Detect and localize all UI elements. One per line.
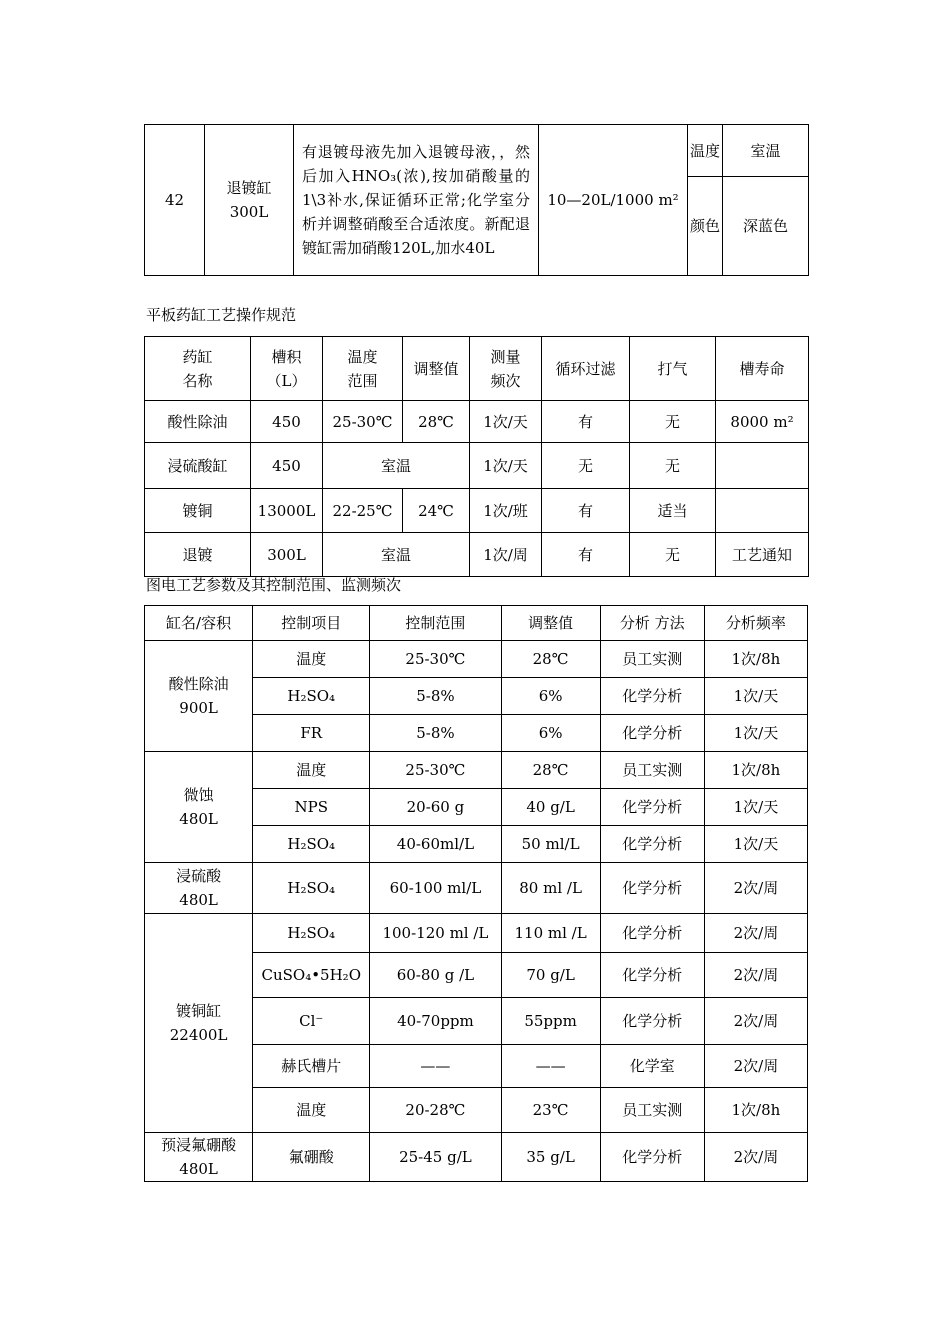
control-range: —— (370, 1045, 501, 1088)
header-cell (403, 337, 470, 401)
header-cell (542, 337, 630, 401)
header-cell-line: 调整值 (413, 359, 459, 378)
tank-name: 退镀 (145, 533, 251, 577)
tank-name: 浸硫酸缸 (145, 443, 251, 489)
color-label: 颜色 (688, 177, 723, 276)
measure-frequency: 1次/周 (470, 533, 542, 577)
plating-params-table (144, 605, 808, 1182)
header-cell: 分析频率 (704, 606, 807, 641)
control-item: 赫氏槽片 (253, 1045, 370, 1088)
tank-volume: 22400L (169, 1026, 228, 1044)
header-cell: 控制项目 (253, 606, 370, 641)
tank-name-volume (145, 914, 253, 1133)
analysis-method: 化学分析 (600, 914, 704, 953)
analysis-method: 员工实测 (600, 752, 704, 789)
header-cell-line: 槽寿命 (739, 359, 785, 378)
header-cell-line: 温度 (347, 347, 378, 366)
adjust-value: —— (501, 1045, 600, 1088)
adjust-value: 40 g/L (501, 789, 600, 826)
control-range: 100-120 ml /L (370, 914, 501, 953)
analysis-method: 化学分析 (600, 826, 704, 863)
tank-name: 酸性除油 (145, 401, 251, 443)
tank-name-volume (145, 1133, 253, 1182)
adjust-value: 55ppm (501, 998, 600, 1045)
tank-volume: 900L (179, 699, 218, 717)
tank-name-volume (145, 641, 253, 752)
header-cell (323, 337, 403, 401)
adjust-value: 23℃ (501, 1088, 600, 1133)
analysis-frequency: 1次/天 (704, 715, 807, 752)
tank-name-volume (145, 863, 253, 914)
analysis-frequency: 2次/周 (704, 998, 807, 1045)
circulation-filter: 无 (542, 443, 630, 489)
analysis-frequency: 1次/8h (704, 641, 807, 678)
temp-range: 室温 (323, 443, 470, 489)
control-item: 温度 (253, 752, 370, 789)
adjust-value: 35 g/L (501, 1133, 600, 1182)
aeration: 无 (630, 443, 716, 489)
adjust-value: 24℃ (403, 489, 470, 533)
header-cell-line: 测量 (490, 347, 521, 366)
adjust-value: 28℃ (403, 401, 470, 443)
control-item: H₂SO₄ (253, 678, 370, 715)
header-cell-line: 范围 (347, 371, 378, 390)
table-row (145, 863, 808, 914)
analysis-frequency: 2次/周 (704, 914, 807, 953)
adjust-value: 70 g/L (501, 953, 600, 998)
tank-name: 微蚀 (183, 786, 214, 804)
analysis-frequency: 2次/周 (704, 1133, 807, 1182)
measure-frequency: 1次/天 (470, 443, 542, 489)
analysis-frequency: 2次/周 (704, 953, 807, 998)
tank-life (716, 443, 809, 489)
control-range: 20-60 g (370, 789, 501, 826)
analysis-frequency: 1次/天 (704, 789, 807, 826)
header-cell (630, 337, 716, 401)
adjust-value: 28℃ (501, 752, 600, 789)
temp-range: 室温 (323, 533, 470, 577)
adjust-value: 50 ml/L (501, 826, 600, 863)
tank-volume: 480L (179, 1160, 218, 1178)
tank-name: 预浸氟硼酸 (161, 1136, 237, 1154)
header-cell (716, 337, 809, 401)
header-cell (251, 337, 323, 401)
adjust-value: 6% (501, 678, 600, 715)
tank-life: 工艺通知 (716, 533, 809, 577)
tank-name: 浸硫酸 (176, 867, 222, 885)
analysis-method: 化学分析 (600, 1133, 704, 1182)
analysis-method: 化学分析 (600, 678, 704, 715)
adjust-value: 28℃ (501, 641, 600, 678)
header-row (145, 606, 808, 641)
tank-volume: 450 (251, 401, 323, 443)
control-range: 40-60ml/L (370, 826, 501, 863)
control-item: NPS (253, 789, 370, 826)
adjust-value: 80 ml /L (501, 863, 600, 914)
table-row (145, 914, 808, 953)
analysis-method: 员工实测 (600, 641, 704, 678)
control-item: 温度 (253, 641, 370, 678)
tank-volume: 480L (179, 810, 218, 828)
control-range: 60-80 g /L (370, 953, 501, 998)
tank-42-table (144, 124, 809, 276)
circulation-filter: 有 (542, 489, 630, 533)
table-row (145, 1133, 808, 1182)
header-row (145, 337, 809, 401)
table-row (145, 443, 809, 489)
color-value: 深蓝色 (723, 177, 809, 276)
control-item: CuSO₄•5H₂O (253, 953, 370, 998)
tank-life (716, 489, 809, 533)
tank-volume: 450 (251, 443, 323, 489)
header-cell: 调整值 (501, 606, 600, 641)
control-range: 25-30℃ (370, 641, 501, 678)
analysis-frequency: 1次/天 (704, 678, 807, 715)
analysis-method: 化学分析 (600, 953, 704, 998)
header-cell-line: 循环过滤 (555, 359, 616, 378)
tank-name (205, 125, 294, 276)
aeration: 无 (630, 533, 716, 577)
analysis-method: 化学分析 (600, 715, 704, 752)
table-row (145, 641, 808, 678)
control-item: FR (253, 715, 370, 752)
tank-life: 8000 m² (716, 401, 809, 443)
table-row (145, 401, 809, 443)
analysis-frequency: 2次/周 (704, 863, 807, 914)
control-item: H₂SO₄ (253, 826, 370, 863)
tank-volume: 300L (251, 533, 323, 577)
control-range: 60-100 ml/L (370, 863, 501, 914)
adjust-value: 110 ml /L (501, 914, 600, 953)
analysis-method: 化学室 (600, 1045, 704, 1088)
tank-name: 镀铜 (145, 489, 251, 533)
table-row (145, 533, 809, 577)
measure-frequency: 1次/天 (470, 401, 542, 443)
operation-description: 有退镀母液先加入退镀母液，，然后加入HNO₃(浓),按加硝酸量的1\3补水,保证循环正常;化学室分析并调整硝酸至合适浓度。新配退镀缸需加硝酸120L,加水40L (294, 125, 539, 276)
temp-range: 25-30℃ (323, 401, 403, 443)
control-item: Cl⁻ (253, 998, 370, 1045)
header-cell (145, 337, 251, 401)
header-cell: 分析 方法 (600, 606, 704, 641)
aeration: 适当 (630, 489, 716, 533)
control-item: H₂SO₄ (253, 863, 370, 914)
header-cell-line: 药缸 (182, 347, 213, 366)
tank-volume: 480L (179, 891, 218, 909)
control-range: 20-28℃ (370, 1088, 501, 1133)
control-range: 5-8% (370, 715, 501, 752)
control-range: 25-30℃ (370, 752, 501, 789)
tank-name-volume (145, 752, 253, 863)
tank-life: 10—20L/1000 m² (539, 125, 688, 276)
analysis-method: 化学分析 (600, 998, 704, 1045)
analysis-frequency: 1次/8h (704, 752, 807, 789)
header-cell: 缸名/容积 (145, 606, 253, 641)
measure-frequency: 1次/班 (470, 489, 542, 533)
header-cell-line: 频次 (490, 371, 521, 390)
analysis-frequency: 1次/8h (704, 1088, 807, 1133)
header-cell-line: 名称 (182, 371, 213, 390)
table-row (145, 752, 808, 789)
temp-value: 室温 (723, 125, 809, 177)
temp-label: 温度 (688, 125, 723, 177)
analysis-method: 员工实测 (600, 1088, 704, 1133)
analysis-frequency: 1次/天 (704, 826, 807, 863)
circulation-filter: 有 (542, 401, 630, 443)
control-range: 5-8% (370, 678, 501, 715)
analysis-method: 化学分析 (600, 789, 704, 826)
table-row (145, 489, 809, 533)
aeration: 无 (630, 401, 716, 443)
control-item: H₂SO₄ (253, 914, 370, 953)
tank-name: 酸性除油 (168, 675, 229, 693)
control-item: 氟硼酸 (253, 1133, 370, 1182)
header-cell-line: 槽积 (271, 347, 302, 366)
header-cell (470, 337, 542, 401)
adjust-value: 6% (501, 715, 600, 752)
tank-name-line2: 300L (229, 203, 269, 221)
analysis-frequency: 2次/周 (704, 1045, 807, 1088)
tank-name-line1: 退镀缸 (226, 179, 272, 197)
control-item: 温度 (253, 1088, 370, 1133)
section-title-plating-params: 图电工艺参数及其控制范围、监测频次 (146, 576, 402, 594)
control-range: 25-45 g/L (370, 1133, 501, 1182)
flat-tank-table (144, 336, 809, 577)
header-cell-line: 打气 (657, 359, 688, 378)
header-cell-line: （L） (266, 371, 307, 390)
section-title-flat-tank: 平板药缸工艺操作规范 (146, 306, 297, 324)
tank-volume: 13000L (251, 489, 323, 533)
row-number: 42 (145, 125, 205, 276)
analysis-method: 化学分析 (600, 863, 704, 914)
circulation-filter: 有 (542, 533, 630, 577)
tank-name: 镀铜缸 (176, 1002, 222, 1020)
temp-range: 22-25℃ (323, 489, 403, 533)
header-cell: 控制范围 (370, 606, 501, 641)
control-range: 40-70ppm (370, 998, 501, 1045)
